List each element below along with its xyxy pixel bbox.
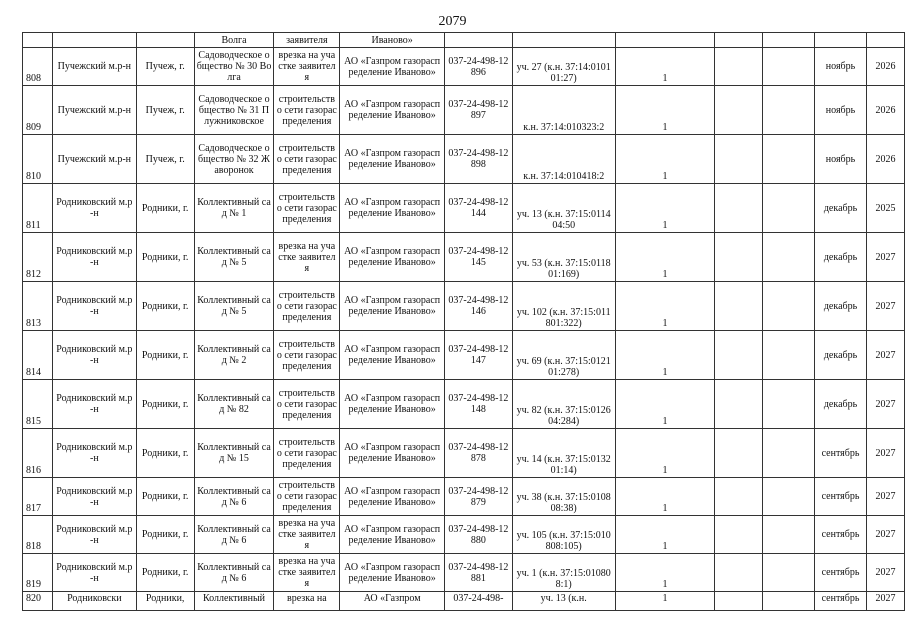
- cell-locality: Родники, г.: [136, 554, 194, 592]
- cell-work: врезка на участке заявителя: [274, 516, 340, 554]
- table-row: [23, 429, 905, 478]
- cell-org: АО «Газпром газораспределение Иваново»: [340, 282, 445, 331]
- cell-work: врезка на участке заявителя: [274, 233, 340, 282]
- cell-empty: [763, 478, 815, 516]
- register-table: [22, 32, 905, 611]
- cell-object: Коллективный сад № 6: [194, 554, 274, 592]
- cell-month: декабрь: [815, 380, 867, 429]
- cell-work: строительство сети газораспределения: [274, 478, 340, 516]
- cell-empty: [763, 592, 815, 611]
- cell-empty: [715, 233, 763, 282]
- cell-district: Пучежский м.р-н: [52, 48, 136, 86]
- cell-org: АО «Газпром газораспределение Иваново»: [340, 135, 445, 184]
- cell-empty: [715, 48, 763, 86]
- cell-empty: [763, 184, 815, 233]
- cell-month: ноябрь: [815, 48, 867, 86]
- cell-number: 816: [23, 429, 53, 478]
- cell-work: заявителя: [274, 33, 340, 48]
- table-row: [23, 331, 905, 380]
- cell-org: АО «Газпром газораспределение Иваново»: [340, 478, 445, 516]
- cell-object: Садоводческое общество № 31 Плужниковское: [194, 86, 274, 135]
- cell-year: 2026: [866, 48, 904, 86]
- cell-code: 037-24-498-12881: [445, 554, 513, 592]
- cell-empty: [715, 516, 763, 554]
- cell-code: 037-24-498-: [445, 592, 513, 611]
- cell-month: сентябрь: [815, 516, 867, 554]
- cell-code: 037-24-498-12147: [445, 331, 513, 380]
- cell-district: Родниковский м.р-н: [52, 233, 136, 282]
- table-row: [23, 48, 905, 86]
- cell-org: АО «Газпром газораспределение Иваново»: [340, 516, 445, 554]
- cell-cadastral: уч. 82 (к.н. 37:15:012604:284): [512, 380, 615, 429]
- cell-work: врезка на: [274, 592, 340, 611]
- cell-empty: [763, 331, 815, 380]
- cell-org: АО «Газпром газораспределение Иваново»: [340, 380, 445, 429]
- cell-locality: Родники, г.: [136, 282, 194, 331]
- cell-object: Садоводческое общество № 30 Волга: [194, 48, 274, 86]
- cell-code: 037-24-498-12897: [445, 86, 513, 135]
- cell-work: строительство сети газораспределения: [274, 86, 340, 135]
- cell-object: Коллективный сад № 15: [194, 429, 274, 478]
- cell-year: [866, 33, 904, 48]
- cell-locality: Пучеж, г.: [136, 86, 194, 135]
- cell-number: 818: [23, 516, 53, 554]
- cell-month: декабрь: [815, 184, 867, 233]
- cell-number: 813: [23, 282, 53, 331]
- cell-locality: Пучеж, г.: [136, 48, 194, 86]
- cell-locality: [136, 33, 194, 48]
- cell-object: Коллективный сад № 5: [194, 282, 274, 331]
- cell-empty: [763, 48, 815, 86]
- cell-object: Волга: [194, 33, 274, 48]
- cell-cadastral: уч. 69 (к.н. 37:15:012101:278): [512, 331, 615, 380]
- cell-year: 2027: [866, 554, 904, 592]
- cell-org: АО «Газпром: [340, 592, 445, 611]
- table-row: [23, 554, 905, 592]
- cell-number: 819: [23, 554, 53, 592]
- cell-org: АО «Газпром газораспределение Иваново»: [340, 86, 445, 135]
- cell-empty: [763, 282, 815, 331]
- cell-year: 2027: [866, 282, 904, 331]
- table-row: [23, 135, 905, 184]
- cell-object: Коллективный сад № 6: [194, 478, 274, 516]
- cell-locality: Родники, г.: [136, 233, 194, 282]
- cell-year: 2026: [866, 135, 904, 184]
- cell-district: Родниковский м.р-н: [52, 282, 136, 331]
- cell-year: 2026: [866, 86, 904, 135]
- cell-cadastral: уч. 27 (к.н. 37:14:010101:27): [512, 48, 615, 86]
- cell-object: Коллективный сад № 82: [194, 380, 274, 429]
- cell-district: Родниковский м.р-н: [52, 478, 136, 516]
- cell-org: АО «Газпром газораспределение Иваново»: [340, 184, 445, 233]
- cell-work: строительство сети газораспределения: [274, 135, 340, 184]
- cell-month: декабрь: [815, 282, 867, 331]
- cell-number: 820: [23, 592, 53, 611]
- cell-count: 1: [615, 233, 715, 282]
- cell-code: 037-24-498-12146: [445, 282, 513, 331]
- cell-number: 814: [23, 331, 53, 380]
- cell-count: 1: [615, 48, 715, 86]
- cell-count: 1: [615, 592, 715, 611]
- cell-locality: Родники, г.: [136, 184, 194, 233]
- cell-district: Родниковский м.р-н: [52, 429, 136, 478]
- cell-code: 037-24-498-12879: [445, 478, 513, 516]
- cell-org: АО «Газпром газораспределение Иваново»: [340, 233, 445, 282]
- cell-org: АО «Газпром газораспределение Иваново»: [340, 429, 445, 478]
- cell-locality: Родники,: [136, 592, 194, 611]
- cell-empty: [763, 33, 815, 48]
- cell-month: декабрь: [815, 233, 867, 282]
- cell-code: [445, 33, 513, 48]
- cell-cadastral: уч. 105 (к.н. 37:15:010808:105): [512, 516, 615, 554]
- cell-district: [52, 33, 136, 48]
- cell-number: 817: [23, 478, 53, 516]
- cell-number: 810: [23, 135, 53, 184]
- cell-empty: [715, 429, 763, 478]
- cell-empty: [715, 478, 763, 516]
- cell-empty: [715, 380, 763, 429]
- cell-district: Родниковский м.р-н: [52, 554, 136, 592]
- cell-empty: [715, 331, 763, 380]
- cell-count: 1: [615, 135, 715, 184]
- cell-cadastral: уч. 38 (к.н. 37:15:010808:38): [512, 478, 615, 516]
- cell-year: 2027: [866, 478, 904, 516]
- table-row: [23, 282, 905, 331]
- cell-number: 815: [23, 380, 53, 429]
- cell-number: 812: [23, 233, 53, 282]
- cell-empty: [715, 554, 763, 592]
- cell-count: 1: [615, 516, 715, 554]
- cell-empty: [763, 380, 815, 429]
- cell-district: Пучежский м.р-н: [52, 135, 136, 184]
- page-number: 2079: [438, 14, 467, 29]
- cell-cadastral: уч. 1 (к.н. 37:15:010808:1): [512, 554, 615, 592]
- table-row: [23, 592, 905, 611]
- cell-empty: [715, 33, 763, 48]
- cell-month: декабрь: [815, 331, 867, 380]
- cell-count: 1: [615, 554, 715, 592]
- cell-year: 2027: [866, 380, 904, 429]
- cell-code: 037-24-498-12898: [445, 135, 513, 184]
- table-row: [23, 184, 905, 233]
- cell-object: Садоводческое общество № 32 Жаворонок: [194, 135, 274, 184]
- cell-work: строительство сети газораспределения: [274, 184, 340, 233]
- table-row: [23, 516, 905, 554]
- cell-empty: [715, 592, 763, 611]
- cell-number: [23, 33, 53, 48]
- cell-empty: [715, 282, 763, 331]
- cell-empty: [763, 233, 815, 282]
- cell-district: Родниковский м.р-н: [52, 380, 136, 429]
- cell-count: 1: [615, 380, 715, 429]
- cell-district: Родниковский м.р-н: [52, 331, 136, 380]
- cell-org: АО «Газпром газораспределение Иваново»: [340, 48, 445, 86]
- cell-work: строительство сети газораспределения: [274, 380, 340, 429]
- cell-year: 2027: [866, 331, 904, 380]
- cell-object: Коллективный сад № 6: [194, 516, 274, 554]
- cell-cadastral: к.н. 37:14:010418:2: [512, 135, 615, 184]
- cell-object: Коллективный сад № 2: [194, 331, 274, 380]
- table-row: [23, 478, 905, 516]
- register-body: [23, 33, 905, 611]
- cell-district: Пучежский м.р-н: [52, 86, 136, 135]
- cell-work: врезка на участке заявителя: [274, 48, 340, 86]
- cell-cadastral: к.н. 37:14:010323:2: [512, 86, 615, 135]
- cell-code: 037-24-498-12896: [445, 48, 513, 86]
- cell-year: 2027: [866, 592, 904, 611]
- cell-locality: Родники, г.: [136, 331, 194, 380]
- table-row: [23, 380, 905, 429]
- cell-code: 037-24-498-12144: [445, 184, 513, 233]
- cell-cadastral: уч. 102 (к.н. 37:15:011801:322): [512, 282, 615, 331]
- cell-district: Родниковский м.р-н: [52, 184, 136, 233]
- cell-year: 2027: [866, 516, 904, 554]
- cell-empty: [715, 135, 763, 184]
- cell-empty: [763, 135, 815, 184]
- cell-code: 037-24-498-12148: [445, 380, 513, 429]
- cell-work: строительство сети газораспределения: [274, 429, 340, 478]
- cell-count: 1: [615, 184, 715, 233]
- cell-org: АО «Газпром газораспределение Иваново»: [340, 331, 445, 380]
- cell-month: сентябрь: [815, 554, 867, 592]
- cell-month: сентябрь: [815, 478, 867, 516]
- cell-year: 2027: [866, 429, 904, 478]
- cell-code: 037-24-498-12878: [445, 429, 513, 478]
- cell-locality: Родники, г.: [136, 429, 194, 478]
- table-row: [23, 86, 905, 135]
- cell-cadastral: уч. 53 (к.н. 37:15:011801:169): [512, 233, 615, 282]
- cell-object: Коллективный сад № 1: [194, 184, 274, 233]
- cell-district: Родниковский м.р-н: [52, 516, 136, 554]
- cell-empty: [763, 516, 815, 554]
- cell-empty: [763, 86, 815, 135]
- cell-district: Родниковски: [52, 592, 136, 611]
- cell-work: строительство сети газораспределения: [274, 331, 340, 380]
- cell-number: 809: [23, 86, 53, 135]
- cell-month: сентябрь: [815, 429, 867, 478]
- cell-month: сентябрь: [815, 592, 867, 611]
- cell-cadastral: уч. 13 (к.н. 37:15:011404:50: [512, 184, 615, 233]
- cell-locality: Родники, г.: [136, 516, 194, 554]
- table-row: [23, 233, 905, 282]
- cell-work: врезка на участке заявителя: [274, 554, 340, 592]
- cell-object: Коллективный сад № 5: [194, 233, 274, 282]
- cell-org: Иваново»: [340, 33, 445, 48]
- cell-month: [815, 33, 867, 48]
- cell-count: 1: [615, 429, 715, 478]
- cell-locality: Родники, г.: [136, 478, 194, 516]
- cell-count: 1: [615, 282, 715, 331]
- cell-count: 1: [615, 331, 715, 380]
- cell-locality: Родники, г.: [136, 380, 194, 429]
- cell-org: АО «Газпром газораспределение Иваново»: [340, 554, 445, 592]
- cell-empty: [715, 86, 763, 135]
- cell-count: 1: [615, 478, 715, 516]
- cell-cadastral: [512, 33, 615, 48]
- cell-month: ноябрь: [815, 86, 867, 135]
- cell-code: 037-24-498-12880: [445, 516, 513, 554]
- cell-cadastral: уч. 13 (к.н.: [512, 592, 615, 611]
- cell-cadastral: уч. 14 (к.н. 37:15:013201:14): [512, 429, 615, 478]
- cell-empty: [715, 184, 763, 233]
- cell-locality: Пучеж, г.: [136, 135, 194, 184]
- cell-object: Коллективный: [194, 592, 274, 611]
- cell-year: 2025: [866, 184, 904, 233]
- cell-code: 037-24-498-12145: [445, 233, 513, 282]
- cell-empty: [763, 554, 815, 592]
- cell-count: 1: [615, 86, 715, 135]
- cell-empty: [763, 429, 815, 478]
- table-row-continued: [23, 33, 905, 48]
- cell-number: 808: [23, 48, 53, 86]
- cell-number: 811: [23, 184, 53, 233]
- cell-count: [615, 33, 715, 48]
- cell-year: 2027: [866, 233, 904, 282]
- cell-month: ноябрь: [815, 135, 867, 184]
- cell-work: строительство сети газораспределения: [274, 282, 340, 331]
